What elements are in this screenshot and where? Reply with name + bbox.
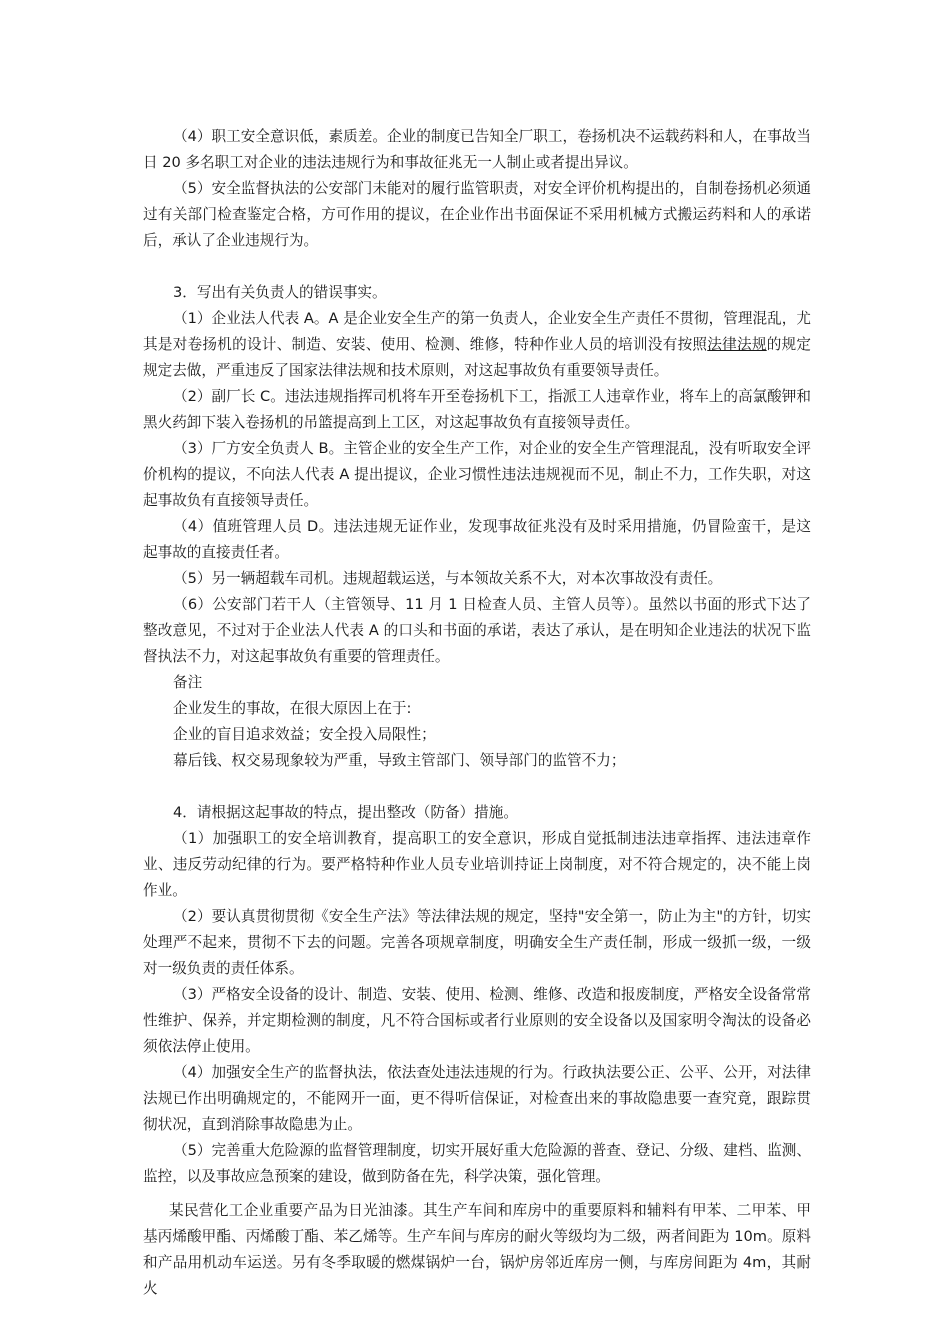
law-link[interactable]: 法律法规 xyxy=(707,336,767,353)
paragraph-responsibility-1 xyxy=(143,306,811,384)
note-line: 幕后钱、权交易现象较为严重，导致主管部门、领导部门的监管不力； xyxy=(173,752,626,769)
note-line: 企业发生的事故，在很大原因上在于: xyxy=(173,700,412,717)
spacer xyxy=(143,1190,811,1198)
paragraph-responsibility-3: （3）厂方安全负责人 B。主管企业的安全生产工作，对企业的安全生产管理混乱，没有听取安全评价机构的提议，不向法人代表 A 提出提议，企业习惯性违法违规视而不见，制止不力，工作失职，对这起事故负有直接领导责任。 xyxy=(143,440,811,509)
paragraph-responsibility-5: （5）另一辆超载车司机。违规超载运送，与本领故关系不大，对本次事故没有责任。 xyxy=(173,570,723,587)
note-title: 备注 xyxy=(173,674,203,691)
section-heading-3: 3．写出有关负责人的错误事实。 xyxy=(173,284,387,301)
paragraph-cause-5: （5）安全监督执法的公安部门未能对的履行监管职责，对安全评价机构提出的，自制卷扬机必须通过有关部门检查鉴定合格，方可作用的提议，在企业作出书面保证不采用机械方式搬运药料和人的承诺后，承认了企业违规行为。 xyxy=(143,180,811,249)
paragraph-responsibility-6: （6）公安部门若干人（主管领导、11 月 1 日检查人员、主管人员等）。虽然以书面的形式下达了整改意见，不过对于企业法人代表 A 的口头和书面的承诺，表达了承认，是在明知企业违法的状况下监督执法不力，对这起事故负有重要的管理责任。 xyxy=(143,596,811,665)
paragraph-case-intro: 某民营化工企业重要产品为日光油漆。其生产车间和库房中的重要原料和辅料有甲苯、二甲苯、甲基丙烯酸甲酯、丙烯酸丁酯、苯乙烯等。生产车间与库房的耐火等级均为二级，两者间距为 10m。原料和产品用机动车运送。另有冬季取暖的燃煤锅炉一台，锅炉房邻近库房一侧，与库房间距为 4m，其耐火 xyxy=(143,1202,811,1297)
paragraph-measure-3: （3）严格安全设备的设计、制造、安装、使用、检测、维修、改造和报废制度，严格安全设备常常性维护、保养，并定期检测的制度，凡不符合国标或者行业原则的安全设备以及国家明令淘汰的设备必须依法停止使用。 xyxy=(143,986,811,1055)
text-segment: （1）企业法人代表 A。A 是企业安全生产的第一负责人，企业安全生产责任不贯彻，管理混乱，尤其是对卷扬机的设计、制造、安装、使用、检测、维修，特种作业人员的培训没有按照 xyxy=(143,310,811,353)
text-segment: 的规定规定去做，严重违反了国家法律法规和技术原则，对这起事故负有重要领导责任。 xyxy=(143,336,811,379)
paragraph-measure-4: （4）加强安全生产的监督执法，依法查处违法违规的行为。行政执法要公正、公平、公开，对法律法规已作出明确规定的，不能网开一面，更不得听信保证，对检查出来的事故隐患要一查究竟，跟踪贯彻状况，直到消除事故隐患为止。 xyxy=(143,1064,811,1133)
spacer xyxy=(143,254,811,280)
paragraph-responsibility-2: （2）副厂长 C。违法违规指挥司机将车开至卷扬机下工，指派工人违章作业，将车上的高氯酸钾和黑火药卸下装入卷扬机的吊篮提高到上工区，对这起事故负有直接领导责任。 xyxy=(143,388,811,431)
paragraph-responsibility-4: （4）值班管理人员 D。违法违规无证作业，发现事故征兆没有及时采用措施，仍冒险蛮干，是这起事故的直接责任者。 xyxy=(143,518,811,561)
paragraph-cause-4: （4）职工安全意识低，素质差。企业的制度已告知全厂职工，卷扬机决不运载药料和人，在事故当日 20 多名职工对企业的违法违规行为和事故征兆无一人制止或者提出异议。 xyxy=(143,128,811,171)
paragraph-measure-1: （1）加强职工的安全培训教育，提高职工的安全意识，形成自觉抵制违法违章指挥、违法违章作业、违反劳动纪律的行为。要严格特种作业人员专业培训持证上岗制度，对不符合规定的，决不能上岗作业。 xyxy=(143,830,811,899)
note-line: 企业的盲目追求效益；安全投入局限性； xyxy=(173,726,436,743)
section-heading-4: 4．请根据这起事故的特点，提出整改（防备）措施。 xyxy=(173,804,518,821)
paragraph-measure-2: （2）要认真贯彻贯彻《安全生产法》等法律法规的规定，坚持"安全第一，防止为主"的方针，切实处理严不起来，贯彻不下去的问题。完善各项规章制度，明确安全生产责任制，形成一级抓一级，一级对一级负责的责任体系。 xyxy=(143,908,811,977)
paragraph-measure-5: （5）完善重大危险源的监督管理制度，切实开展好重大危险源的普查、登记、分级、建档、监测、监控，以及事故应急预案的建设，做到防备在先，科学决策，强化管理。 xyxy=(143,1142,811,1185)
spacer xyxy=(143,774,811,800)
document-body xyxy=(143,124,811,1302)
